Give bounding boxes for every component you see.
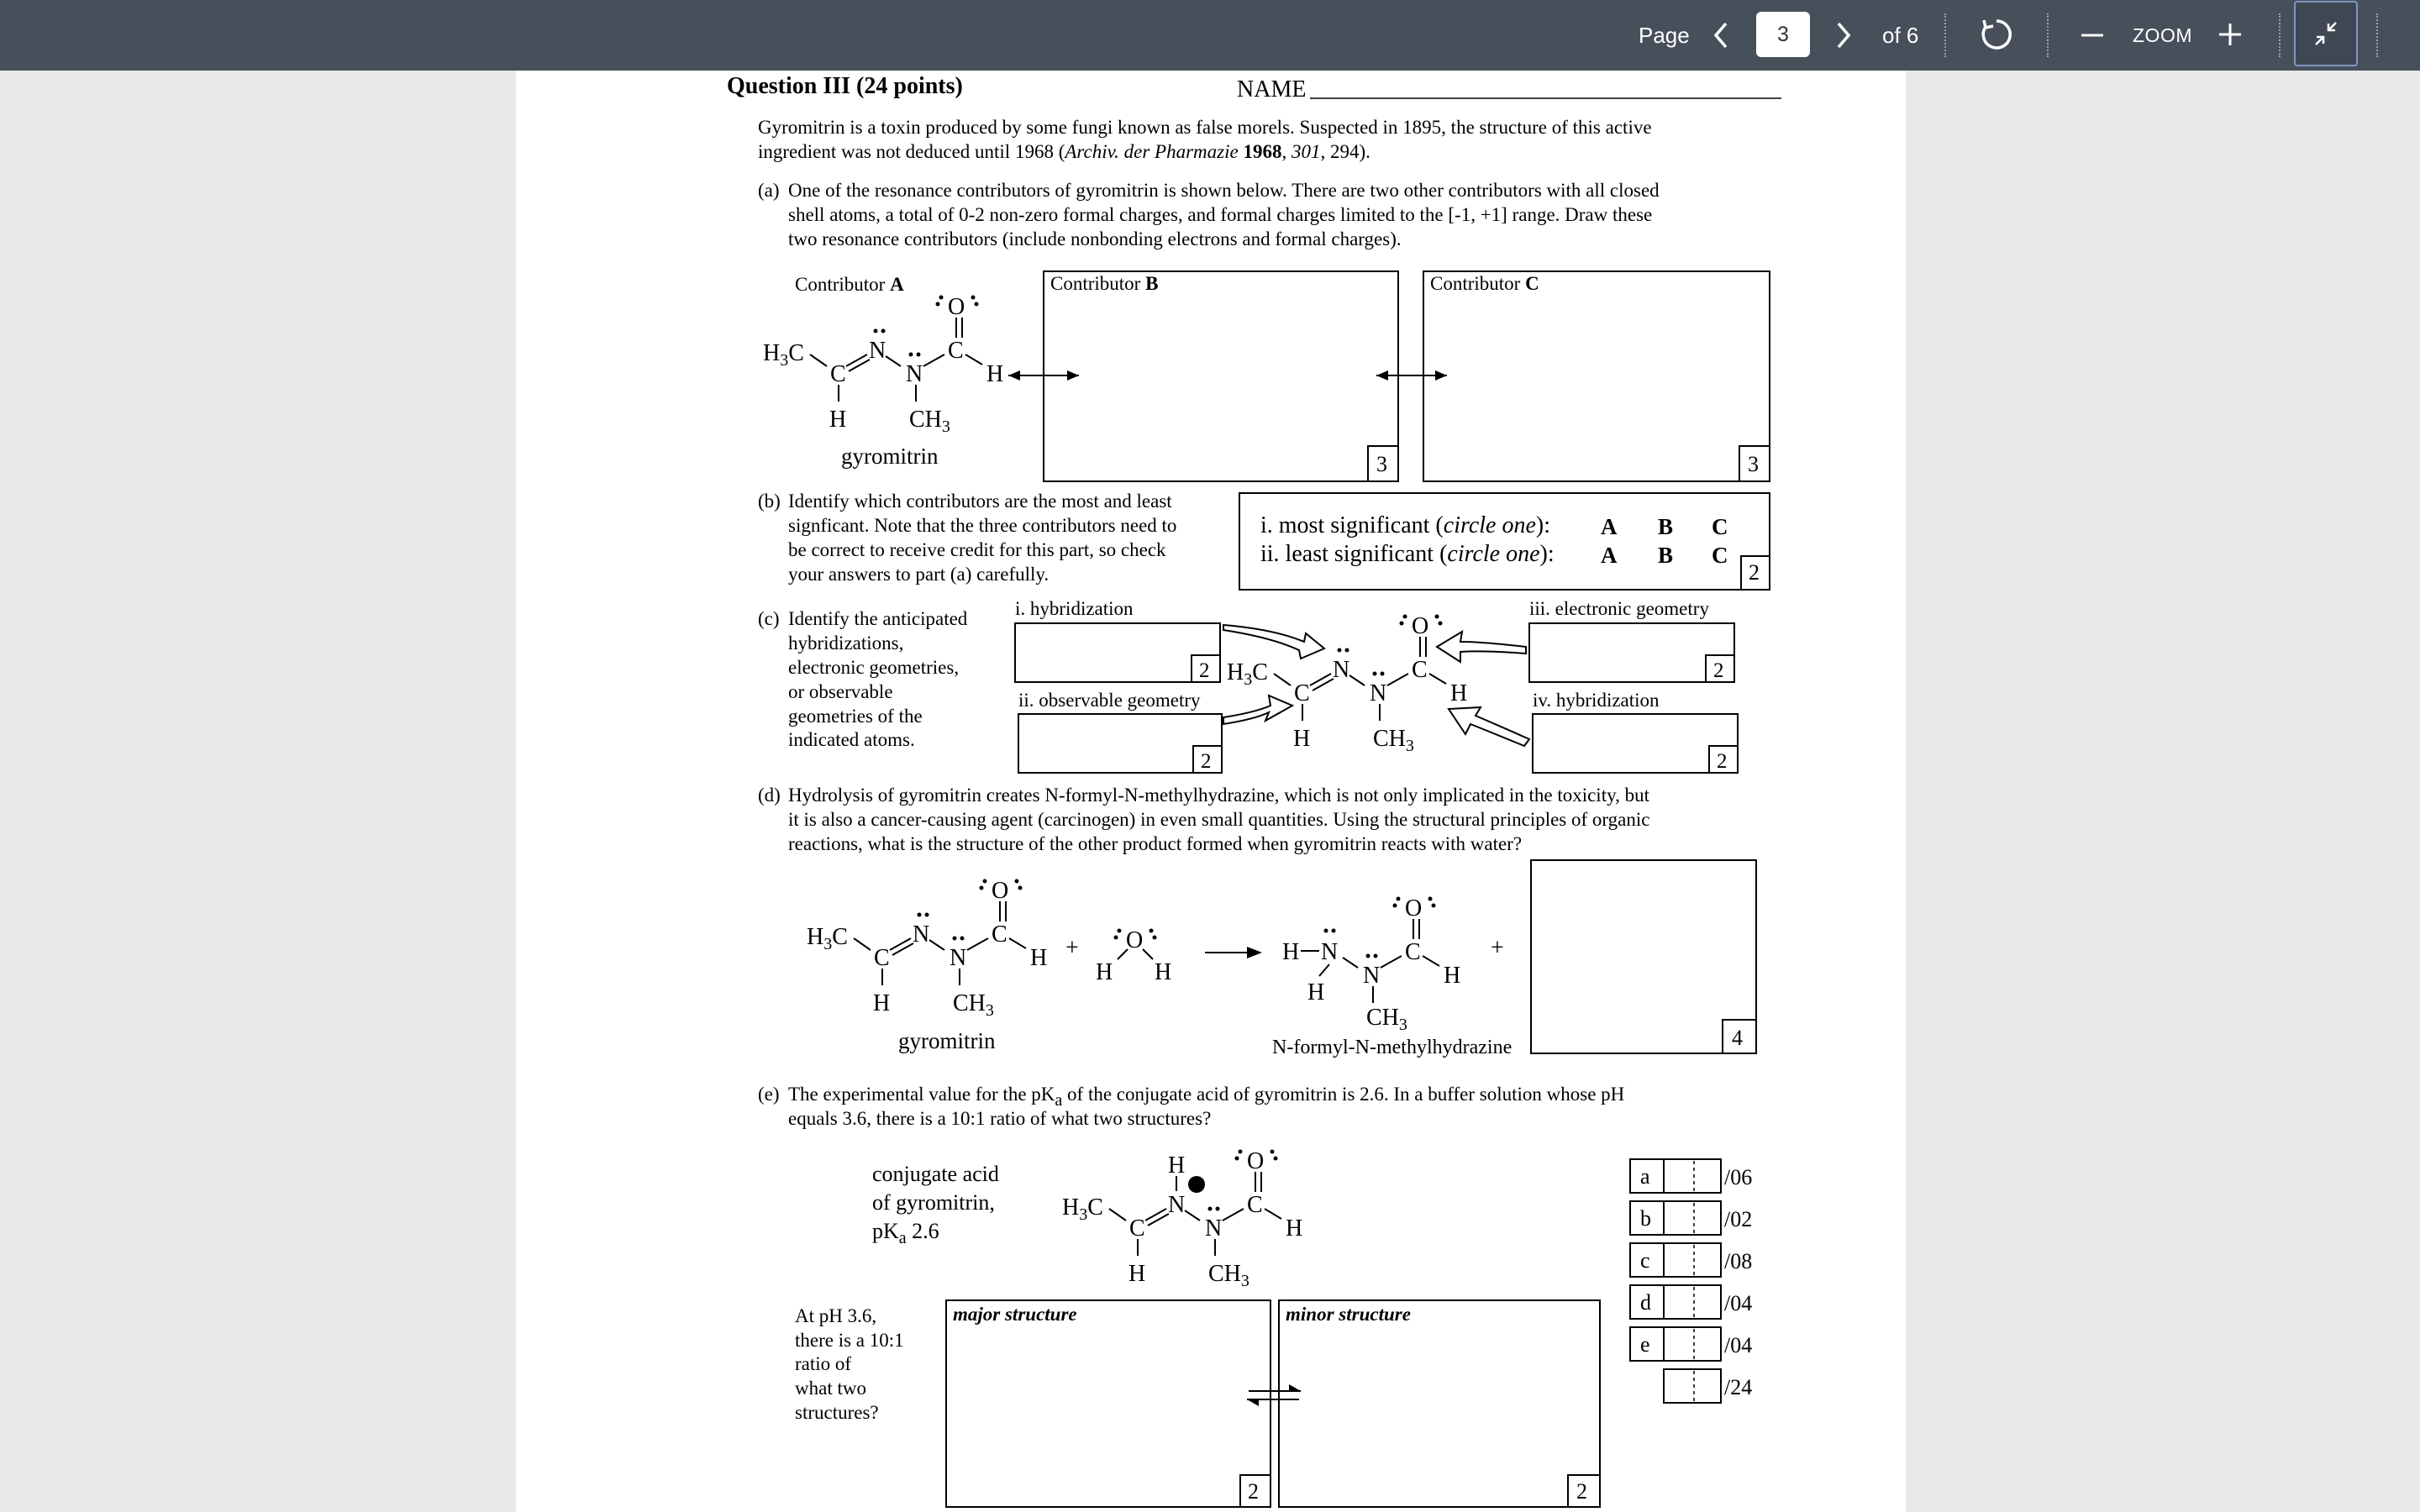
points-value: 2 (1713, 659, 1724, 682)
hollow-arrow (1223, 696, 1292, 724)
svg-text:C: C (830, 361, 846, 387)
part-a-line-2: shell atoms, a total of 0-2 non-zero formal charges, and formal charges limited to the [-1, +1] range. Draw these (788, 204, 1653, 225)
svg-text:H: H (1450, 680, 1468, 706)
ph-text-line-4: what two (795, 1378, 866, 1399)
svg-text:N-formyl-N-methylhydrazine: N-formyl-N-methylhydrazine (1272, 1037, 1512, 1058)
previous-page-button[interactable] (1706, 15, 1736, 55)
part-e-line-1: The experimental value for the pKa of the conjugate acid of gyromitrin is 2.6. In a buffer solution whose pH (788, 1084, 1625, 1110)
svg-text:N: N (913, 921, 930, 948)
chevron-left-icon (1706, 15, 1736, 55)
minor-structure-box[interactable] (1279, 1300, 1600, 1507)
svg-text:O: O (1405, 895, 1423, 921)
svg-text:H: H (1030, 945, 1048, 971)
choice-least-a[interactable]: A (1601, 543, 1618, 568)
document-page (516, 71, 1906, 1512)
points-value: 3 (1748, 452, 1759, 476)
svg-text:N: N (1168, 1192, 1186, 1218)
exit-fullscreen-button[interactable] (2294, 1, 2358, 66)
total-pages-label: of 6 (1882, 23, 1919, 48)
svg-text:C: C (1129, 1215, 1145, 1242)
part-c-label: (c) (758, 608, 780, 629)
plus-icon (2217, 18, 2244, 50)
reload-button[interactable] (1979, 17, 2014, 52)
ph-text-line-2: there is a 10:1 (795, 1330, 904, 1351)
answer-box-iv[interactable] (1533, 714, 1738, 773)
svg-text:C: C (1247, 1192, 1263, 1218)
svg-text:H: H (1282, 939, 1300, 965)
part-d-line-1: Hydrolysis of gyromitrin creates N-formyl-N-methylhydrazine, which is not only implicated in the toxicity, but (788, 785, 1649, 806)
intro-line-2: ingredient was not deduced until 1968 (Archiv. der Pharmazie 1968, 301, 294). (758, 141, 1370, 162)
n-formyl-n-methylhydrazine-structure (1272, 895, 1512, 1058)
contributor-b-box[interactable] (1044, 271, 1398, 481)
points-value: 2 (1717, 750, 1728, 773)
score-max-label: /24 (1724, 1375, 1753, 1399)
score-max-label: /06 (1724, 1165, 1753, 1189)
score-max-label: /04 (1724, 1333, 1753, 1357)
svg-text:C: C (1412, 657, 1428, 683)
points-value: 3 (1376, 452, 1387, 476)
ph-text-line-3: ratio of (795, 1353, 852, 1374)
next-page-button[interactable] (1828, 15, 1859, 55)
least-significant-row: ii. least significant (circle one): (1260, 541, 1555, 567)
chevron-right-icon (1828, 15, 1859, 55)
hollow-arrow (1223, 625, 1324, 659)
svg-text:N: N (1370, 680, 1387, 706)
name-label: NAME (1237, 76, 1307, 102)
part-b-line-1: Identify which contributors are the most and least (788, 491, 1172, 512)
svg-text:N: N (1333, 657, 1350, 683)
minor-structure-label: minor structure (1286, 1304, 1411, 1325)
choice-most-a[interactable]: A (1601, 514, 1618, 539)
points-value: 2 (1749, 560, 1760, 585)
points-value: 2 (1248, 1479, 1259, 1504)
part-c-line-4: or observable (788, 681, 893, 702)
part-e-line-2: equals 3.6, there is a 10:1 ratio of what two structures? (788, 1108, 1212, 1129)
part-b-label: (b) (758, 491, 781, 512)
score-row (1630, 1201, 1752, 1235)
svg-text:O: O (1247, 1148, 1265, 1174)
part-a-line-3: two resonance contributors (include nonbonding electrons and formal charges). (788, 228, 1402, 249)
svg-text:C: C (992, 921, 1007, 948)
score-entry-cell[interactable] (1664, 1369, 1721, 1403)
score-entry-cell[interactable] (1664, 1243, 1721, 1277)
svg-text:O: O (948, 294, 965, 320)
part-a-line-1: One of the resonance contributors of gyromitrin is shown below. There are two other contributors with all closed (788, 180, 1660, 201)
part-c-line-3: electronic geometries, (788, 657, 960, 678)
svg-text:H3C: $H_3C$ (763, 340, 804, 370)
svg-text:N: N (906, 361, 923, 387)
svg-text:N: N (1363, 963, 1381, 989)
gyromitrin-structure-a (763, 294, 1003, 469)
contributor-c-box[interactable] (1423, 271, 1770, 481)
part-c-line-2: hybridizations, (788, 633, 904, 654)
exam-page-canvas (516, 71, 1906, 1512)
reload-icon (1979, 17, 2014, 52)
intro-line-1: Gyromitrin is a toxin produced by some fungi known as false morels. Suspected in 1895, the structure of this active (758, 117, 1652, 138)
choice-least-c[interactable]: C (1712, 543, 1728, 568)
svg-text:N: N (1321, 939, 1339, 965)
svg-text:CH3: $CH_3$ (1208, 1261, 1249, 1290)
svg-text:gyromitrin: gyromitrin (841, 444, 939, 469)
svg-text:H3C: $H_3C$ (807, 924, 848, 953)
page-number-input[interactable]: 3 (1756, 12, 1810, 57)
svg-text:H: H (1444, 963, 1461, 989)
score-row (1630, 1159, 1752, 1193)
svg-text:gyromitrin: gyromitrin (898, 1028, 996, 1053)
score-row (1664, 1369, 1752, 1403)
svg-text:C: C (948, 338, 964, 364)
svg-text:CH3: $CH_3$ (909, 407, 950, 436)
water-structure (1096, 927, 1171, 985)
major-structure-label: major structure (953, 1304, 1077, 1325)
choice-most-b[interactable]: B (1658, 514, 1674, 539)
score-part-label: e (1640, 1332, 1650, 1357)
score-table (1630, 1159, 1752, 1403)
svg-text:H: H (1293, 726, 1311, 752)
minus-icon (2079, 20, 2106, 50)
zoom-label: ZOOM (2133, 24, 2192, 46)
plus-sign: + (1065, 935, 1079, 961)
svg-text:O: O (992, 878, 1009, 904)
part-e-label: (e) (758, 1084, 780, 1105)
points-value: 2 (1201, 750, 1212, 773)
part-c-line-5: geometries of the (788, 706, 923, 727)
svg-text:O: O (1412, 613, 1429, 639)
svg-text:H: H (1128, 1261, 1146, 1287)
answer-box-ii[interactable] (1018, 714, 1222, 773)
ph-text-line-5: structures? (795, 1402, 879, 1423)
page-label: Page (1639, 23, 1690, 48)
part-b-line-3: be correct to receive credit for this part, so check (788, 539, 1166, 560)
major-structure-box[interactable] (946, 1300, 1270, 1507)
most-significant-row: i. most significant (circle one): (1260, 512, 1551, 538)
part-b-line-2: signficant. Note that the three contributors need to (788, 515, 1177, 536)
score-part-label: c (1640, 1248, 1650, 1273)
svg-text:C: C (874, 945, 890, 971)
score-entry-cell[interactable] (1664, 1159, 1721, 1193)
conjugate-acid-line-2: of gyromitrin, (872, 1190, 995, 1215)
answer-box-i[interactable] (1015, 623, 1220, 682)
part-a-label: (a) (758, 180, 780, 201)
svg-text:H: H (1155, 959, 1172, 985)
svg-text:H3C: $H_3C$ (1062, 1194, 1103, 1224)
label-iv-hybridization: iv. hybridization (1533, 690, 1660, 711)
score-part-label: b (1640, 1206, 1651, 1231)
part-d-label: (d) (758, 785, 781, 806)
svg-text:C: C (1405, 939, 1421, 965)
toolbar-separator (1944, 13, 1946, 57)
answer-box-iii[interactable] (1529, 623, 1734, 682)
hollow-arrow (1449, 707, 1529, 746)
ph-text-line-1: At pH 3.6, (795, 1305, 877, 1326)
plus-sign: + (1491, 935, 1504, 961)
svg-text:H: H (1168, 1152, 1186, 1179)
score-part-label: d (1640, 1290, 1651, 1315)
viewer-toolbar (0, 0, 2420, 71)
conjugate-acid-pka: $pK_a$ 2.6 (872, 1219, 939, 1247)
svg-text:N: N (950, 945, 967, 971)
score-part-label: a (1640, 1164, 1650, 1189)
toolbar-separator (2376, 13, 2378, 57)
svg-text:CH3: $CH_3$ (953, 990, 994, 1020)
svg-text:H: H (829, 407, 847, 433)
zoom-out-button[interactable] (2079, 20, 2106, 50)
svg-text:H3C: $H_3C$ (1227, 659, 1268, 689)
score-max-label: /02 (1724, 1207, 1753, 1231)
collapse-icon (2296, 3, 2356, 65)
contributor-b-label: Contributor B (1050, 273, 1159, 294)
score-row (1630, 1285, 1752, 1319)
choice-least-b[interactable]: B (1658, 543, 1674, 568)
svg-text:H: H (1307, 979, 1325, 1005)
points-value: 2 (1576, 1479, 1587, 1504)
score-entry-cell[interactable] (1664, 1201, 1721, 1235)
score-row (1630, 1243, 1752, 1277)
question-title: Question III (24 points) (727, 73, 963, 99)
svg-text:N: N (869, 338, 886, 364)
toolbar-separator (2047, 13, 2049, 57)
contributor-a-label: Contributor A (795, 274, 904, 295)
part-d-line-2: it is also a cancer-causing agent (carcinogen) in even small quantities. Using the structural principles of organic (788, 809, 1650, 830)
hollow-arrow (1437, 632, 1526, 662)
label-ii-geometry: ii. observable geometry (1018, 690, 1201, 711)
svg-text:C: C (1294, 680, 1310, 706)
score-max-label: /04 (1724, 1291, 1753, 1315)
score-max-label: /08 (1724, 1249, 1753, 1273)
points-value: 4 (1732, 1026, 1743, 1050)
contributor-c-label: Contributor C (1430, 273, 1539, 294)
score-entry-cell[interactable] (1664, 1327, 1721, 1361)
toolbar-separator (2279, 13, 2281, 57)
part-b-line-4: your answers to part (a) carefully. (788, 564, 1050, 585)
score-row (1630, 1327, 1752, 1361)
conjugate-acid-structure (1062, 1148, 1302, 1290)
svg-text:H: H (1286, 1215, 1303, 1242)
part-c-line-1: Identify the anticipated (788, 608, 968, 629)
gyromitrin-structure-d (807, 878, 1047, 1053)
svg-text:H: H (873, 990, 891, 1016)
conjugate-acid-line-1: conjugate acid (872, 1162, 999, 1186)
part-d-line-3: reactions, what is the structure of the other product formed when gyromitrin reacts with water? (788, 833, 1523, 854)
zoom-in-button[interactable] (2217, 18, 2244, 50)
svg-text:CH3: $CH_3$ (1373, 726, 1414, 755)
label-i-hybridization: i. hybridization (1015, 598, 1134, 619)
svg-text:H: H (986, 361, 1004, 387)
choice-most-c[interactable]: C (1712, 514, 1728, 539)
svg-text:O: O (1126, 927, 1144, 953)
points-value: 2 (1199, 659, 1210, 682)
svg-text:H: H (1096, 959, 1113, 985)
svg-text:N: N (1205, 1215, 1223, 1242)
label-iii-electronic: iii. electronic geometry (1529, 598, 1709, 619)
score-entry-cell[interactable] (1664, 1285, 1721, 1319)
svg-text:CH3: $CH_3$ (1366, 1005, 1407, 1034)
part-c-line-6: indicated atoms. (788, 729, 915, 750)
